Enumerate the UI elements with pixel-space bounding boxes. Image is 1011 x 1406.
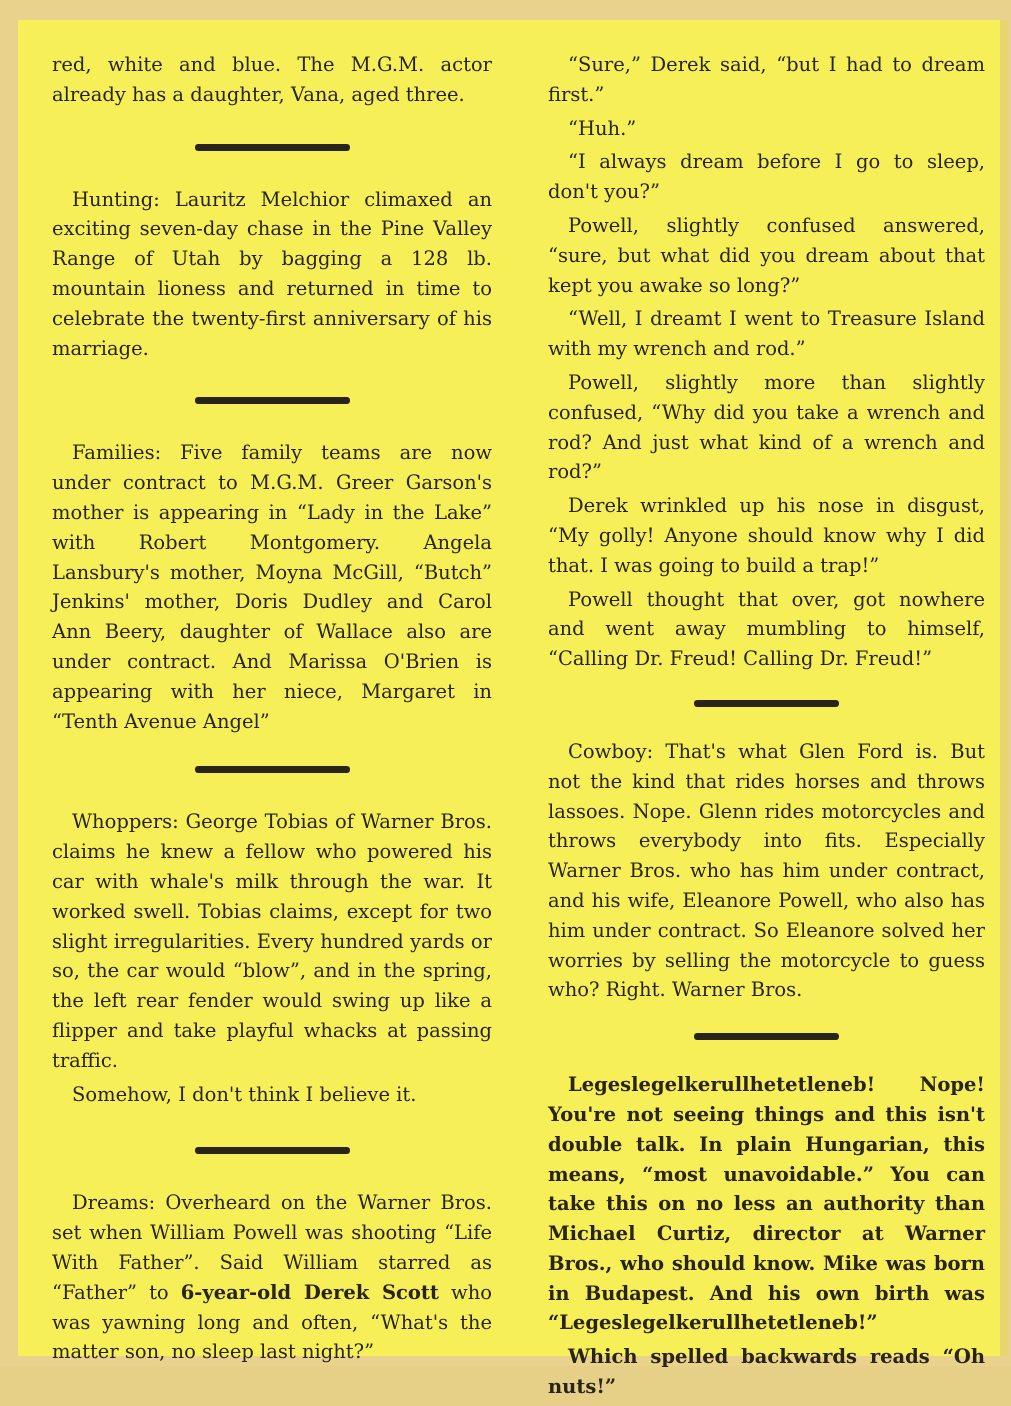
- dreams-text-bold: 6-year-old Derek Scott: [180, 1280, 439, 1304]
- right-column: [548, 50, 985, 1406]
- magazine-page: [18, 20, 1008, 1399]
- paragraph: “Sure,” Derek said, “but I had to dream first.”: [548, 53, 985, 106]
- paragraph: Powell, slightly confused answered, “sure, but what did you dream about that kept you awake so long?”: [548, 213, 985, 297]
- paragraph: Powell thought that over, got nowhere and went away mumbling to himself, “Calling Dr. Freud! Calling Dr. Freud!”: [548, 587, 985, 671]
- paragraph-cowboy: Cowboy: That's what Glen Ford is. But not the kind that rides horses and throws lassoes. Nope. Glenn rides motorcycles and throws everybody into fits. Especially Warner Bros. who has him under contract, and his wife, Eleanore Powell, who also has him under contract. So Eleanore solved her worries by selling the motorcycle to guess who? Right. Warner Bros.: [548, 739, 985, 1002]
- paragraph-hunting: Hunting: Lauritz Melchior climaxed an exciting seven-day chase in the Pine Valley Range of Utah by bagging a 128 lb. mountain lioness and returned in time to celebrate the twenty-first anniversary of his marriage.: [52, 187, 492, 360]
- section-divider: [694, 700, 839, 707]
- paragraph: “I always dream before I go to sleep, don't you?”: [548, 150, 985, 204]
- paragraph: red, white and blue. The M.G.M. actor already has a daughter, Vana, aged three.: [52, 53, 492, 106]
- left-column: [52, 50, 492, 1371]
- dreams-text-1: Dreams: Overheard on the Warner Bros. set when William Powell was shooting “Life With Father”. Said William starred as “Father” to: [52, 1191, 492, 1304]
- section-divider: [195, 397, 350, 404]
- paragraph-families: Families: Five family teams are now under contract to M.G.M. Greer Garson's mother is appearing in “Lady in the Lake” with Robert Montgomery. Angela Lansbury's mother, Moyna McGill, “Butch” Jenkins' mother, Doris Dudley and Carol Ann Beery, daughter of Wallace also are under contract. And Marissa O'Brien is appearing with her niece, Margaret in “Tenth Avenue Angel”: [52, 441, 492, 733]
- paragraph: Somehow, I don't think I believe it.: [72, 1082, 417, 1106]
- paragraph: “Well, I dreamt I went to Treasure Island with my wrench and rod.”: [548, 307, 985, 361]
- paragraph: Which spelled backwards reads “Oh nuts!”: [548, 1345, 985, 1399]
- paragraph-dreams: [52, 1188, 492, 1367]
- section-divider: [195, 1147, 350, 1154]
- section-divider: [694, 1033, 839, 1040]
- paragraph-legeslegelkerullhetetleneb: Legeslegelkerullhetetleneb! Nope! You're not seeing things and this isn't double talk. In plain Hungarian, this means, “most unavoidable.” You can take this on no less an authority than Michael Curtiz, director at Warner Bros., who should know. Mike was born in Budapest. And his own birth was “Legeslegelkerullhetetleneb!”: [548, 1073, 985, 1335]
- paragraph: Derek wrinkled up his nose in disgust, “My golly! Anyone should know why I did that. I was going to build a trap!”: [548, 494, 985, 577]
- paragraph: “Huh.”: [568, 116, 637, 140]
- paragraph-whoppers: Whoppers: George Tobias of Warner Bros. claims he knew a fellow who powered his car with whale's milk through the war. It worked swell. Tobias claims, except for two slight irregularities. Every hundred yards or so, the car would “blow”, and in the spring, the left rear fender would swing up like a flipper and take playful whacks at passing traffic.: [52, 810, 492, 1072]
- paragraph: Powell, slightly more than slightly confused, “Why did you take a wrench and rod? And just what kind of a wrench and rod?”: [548, 370, 985, 484]
- dreams-text-2: who was yawning long and often, “What's the matter son, no sleep last night?”: [52, 1280, 492, 1364]
- section-divider: [195, 766, 350, 773]
- section-divider: [195, 144, 350, 151]
